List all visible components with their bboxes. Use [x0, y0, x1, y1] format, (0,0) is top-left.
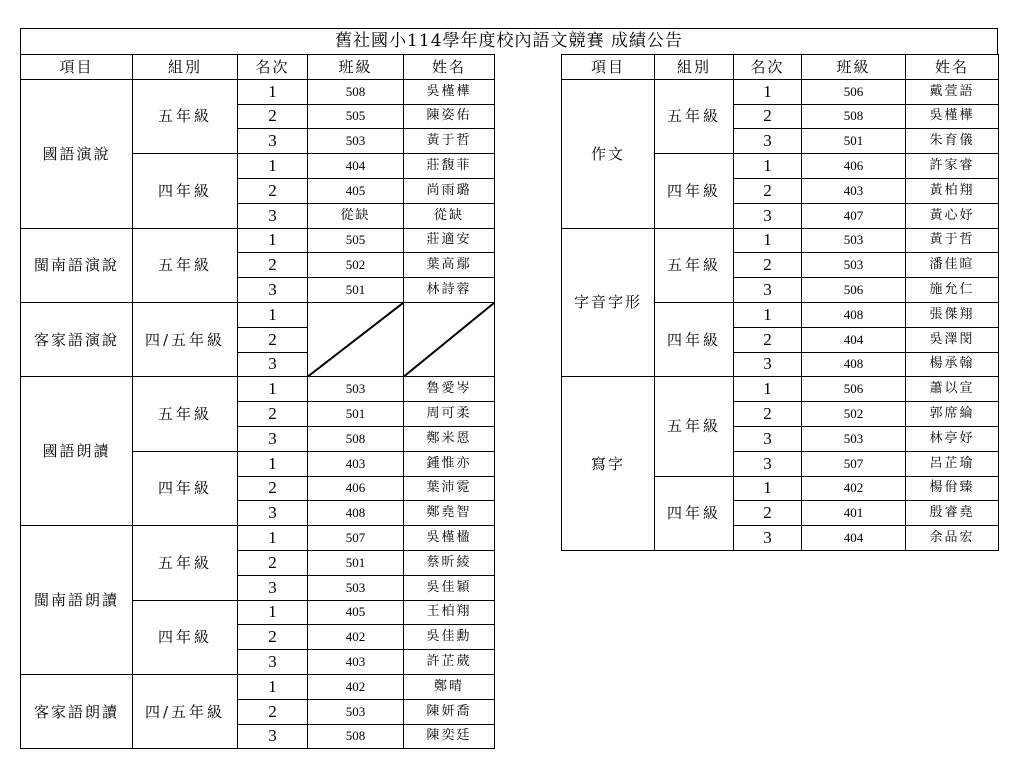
class-cell: 503 — [802, 253, 906, 278]
item-cell: 字音字形 — [562, 228, 655, 377]
class-cell: 503 — [802, 228, 906, 253]
rank-cell: 1 — [238, 451, 308, 476]
result-row — [21, 302, 495, 327]
class-cell: 502 — [802, 402, 906, 427]
rank-cell: 2 — [238, 178, 308, 203]
result-row — [21, 79, 495, 104]
results-table-left — [20, 54, 495, 749]
group-cell: 四/五年級 — [133, 302, 238, 376]
class-cell: 401 — [802, 501, 906, 526]
header-group: 組別 — [133, 55, 238, 80]
name-cell: 從缺 — [404, 203, 495, 228]
header-item: 項目 — [562, 55, 655, 80]
rank-cell: 3 — [238, 426, 308, 451]
name-cell: 吳澤閔 — [906, 327, 999, 352]
class-cell: 407 — [802, 203, 906, 228]
name-cell: 戴萱語 — [906, 79, 999, 104]
diagonal-slash-icon — [308, 303, 403, 376]
name-cell: 吳佳穎 — [404, 575, 495, 600]
rank-cell: 2 — [238, 104, 308, 129]
name-cell: 魯愛岑 — [404, 377, 495, 402]
result-row — [562, 377, 999, 402]
name-cell: 鍾惟亦 — [404, 451, 495, 476]
header-name: 姓名 — [906, 55, 999, 80]
header-rank: 名次 — [238, 55, 308, 80]
results-table-right — [561, 54, 999, 551]
rank-cell: 3 — [734, 426, 802, 451]
rank-cell: 1 — [734, 79, 802, 104]
header-class: 班級 — [802, 55, 906, 80]
rank-cell: 2 — [734, 178, 802, 203]
class-cell: 402 — [308, 674, 404, 699]
rank-cell: 1 — [238, 79, 308, 104]
name-cell: 張傑翔 — [906, 302, 999, 327]
name-cell: 王柏翔 — [404, 600, 495, 625]
class-cell: 406 — [308, 476, 404, 501]
class-cell: 503 — [308, 129, 404, 154]
header-row — [562, 55, 999, 80]
item-cell: 國語演說 — [21, 79, 133, 228]
group-cell: 四年級 — [655, 476, 734, 550]
class-cell: 501 — [308, 550, 404, 575]
group-cell: 四年級 — [133, 600, 238, 674]
result-row — [562, 228, 999, 253]
group-cell: 五年級 — [133, 79, 238, 153]
name-cell: 林詩蓉 — [404, 278, 495, 303]
name-cell: 楊佾臻 — [906, 476, 999, 501]
rank-cell: 1 — [238, 526, 308, 551]
group-cell: 五年級 — [133, 377, 238, 451]
class-cell: 508 — [802, 104, 906, 129]
header-item: 項目 — [21, 55, 133, 80]
result-row — [21, 377, 495, 402]
class-cell: 501 — [802, 129, 906, 154]
group-cell: 五年級 — [655, 377, 734, 476]
rank-cell: 3 — [734, 352, 802, 377]
rank-cell: 1 — [734, 302, 802, 327]
name-cell: 殷睿堯 — [906, 501, 999, 526]
class-cell: 404 — [802, 526, 906, 551]
class-cell: 505 — [308, 228, 404, 253]
group-cell: 五年級 — [133, 526, 238, 600]
name-cell: 林亭妤 — [906, 426, 999, 451]
result-row — [562, 79, 999, 104]
rank-cell: 2 — [734, 104, 802, 129]
rank-cell: 1 — [238, 154, 308, 179]
result-row — [21, 674, 495, 699]
name-cell: 楊承翰 — [906, 352, 999, 377]
class-cell: 507 — [802, 451, 906, 476]
rank-cell: 2 — [238, 476, 308, 501]
class-cell: 503 — [308, 699, 404, 724]
name-cell: 吳槿楹 — [404, 526, 495, 551]
item-cell: 閩南語演說 — [21, 228, 133, 302]
item-cell: 客家語演說 — [21, 302, 133, 376]
vacant-class-cell — [308, 302, 404, 376]
rank-cell: 3 — [238, 650, 308, 675]
item-cell: 閩南語朗讀 — [21, 526, 133, 675]
rank-cell: 3 — [734, 451, 802, 476]
header-rank: 名次 — [734, 55, 802, 80]
rank-cell: 3 — [734, 129, 802, 154]
item-cell: 客家語朗讀 — [21, 674, 133, 748]
rank-cell: 2 — [238, 699, 308, 724]
name-cell: 許芷葳 — [404, 650, 495, 675]
group-cell: 五年級 — [655, 228, 734, 302]
name-cell: 陳妍喬 — [404, 699, 495, 724]
name-cell: 鄭堯智 — [404, 501, 495, 526]
item-cell: 作文 — [562, 79, 655, 228]
class-cell: 408 — [802, 352, 906, 377]
name-cell: 吳槿樺 — [906, 104, 999, 129]
class-cell: 505 — [308, 104, 404, 129]
rank-cell: 2 — [734, 253, 802, 278]
header-name: 姓名 — [404, 55, 495, 80]
rank-cell: 2 — [238, 550, 308, 575]
name-cell: 鄭米恩 — [404, 426, 495, 451]
class-cell: 507 — [308, 526, 404, 551]
rank-cell: 3 — [734, 203, 802, 228]
class-cell: 503 — [308, 377, 404, 402]
rank-cell: 2 — [238, 253, 308, 278]
class-cell: 508 — [308, 79, 404, 104]
vacant-name-cell — [404, 302, 495, 376]
item-cell: 寫字 — [562, 377, 655, 551]
group-cell: 四年級 — [655, 154, 734, 228]
name-cell: 許家睿 — [906, 154, 999, 179]
rank-cell: 3 — [238, 352, 308, 377]
rank-cell: 2 — [238, 402, 308, 427]
name-cell: 陳奕廷 — [404, 724, 495, 749]
class-cell: 506 — [802, 278, 906, 303]
class-cell: 408 — [308, 501, 404, 526]
name-cell: 吳佳勳 — [404, 625, 495, 650]
class-cell: 403 — [802, 178, 906, 203]
name-cell: 施允仁 — [906, 278, 999, 303]
class-cell: 506 — [802, 377, 906, 402]
class-cell: 501 — [308, 402, 404, 427]
name-cell: 葉高鄢 — [404, 253, 495, 278]
rank-cell: 3 — [734, 526, 802, 551]
name-cell: 陳姿佑 — [404, 104, 495, 129]
group-cell: 四年級 — [133, 154, 238, 228]
name-cell: 吳槿樺 — [404, 79, 495, 104]
rank-cell: 3 — [238, 501, 308, 526]
name-cell: 朱育儀 — [906, 129, 999, 154]
name-cell: 黃于哲 — [906, 228, 999, 253]
name-cell: 潘佳暄 — [906, 253, 999, 278]
diagonal-slash-icon — [404, 303, 494, 376]
class-cell: 406 — [802, 154, 906, 179]
rank-cell: 1 — [238, 600, 308, 625]
name-cell: 黃柏翔 — [906, 178, 999, 203]
class-cell: 404 — [308, 154, 404, 179]
class-cell: 403 — [308, 451, 404, 476]
class-cell: 402 — [308, 625, 404, 650]
name-cell: 郭席綸 — [906, 402, 999, 427]
rank-cell: 1 — [734, 228, 802, 253]
name-cell: 黃心妤 — [906, 203, 999, 228]
rank-cell: 1 — [734, 154, 802, 179]
name-cell: 周可柔 — [404, 402, 495, 427]
result-row — [21, 228, 495, 253]
rank-cell: 2 — [238, 625, 308, 650]
class-cell: 503 — [802, 426, 906, 451]
rank-cell: 2 — [734, 402, 802, 427]
rank-cell: 2 — [734, 327, 802, 352]
name-cell: 余品宏 — [906, 526, 999, 551]
name-cell: 呂芷瑜 — [906, 451, 999, 476]
header-class: 班級 — [308, 55, 404, 80]
rank-cell: 2 — [734, 501, 802, 526]
class-cell: 508 — [308, 724, 404, 749]
rank-cell: 3 — [238, 724, 308, 749]
name-cell: 葉沛霓 — [404, 476, 495, 501]
class-cell: 405 — [308, 600, 404, 625]
rank-cell: 1 — [238, 228, 308, 253]
group-cell: 四/五年級 — [133, 674, 238, 748]
group-cell: 四年級 — [133, 451, 238, 525]
class-cell: 從缺 — [308, 203, 404, 228]
rank-cell: 1 — [238, 377, 308, 402]
class-cell: 405 — [308, 178, 404, 203]
group-cell: 四年級 — [655, 302, 734, 376]
class-cell: 501 — [308, 278, 404, 303]
name-cell: 黃于哲 — [404, 129, 495, 154]
rank-cell: 3 — [238, 203, 308, 228]
class-cell: 402 — [802, 476, 906, 501]
class-cell: 506 — [802, 79, 906, 104]
name-cell: 莊適安 — [404, 228, 495, 253]
rank-cell: 3 — [734, 278, 802, 303]
rank-cell: 1 — [734, 377, 802, 402]
rank-cell: 1 — [238, 674, 308, 699]
rank-cell: 3 — [238, 129, 308, 154]
rank-cell: 1 — [734, 476, 802, 501]
rank-cell: 1 — [238, 302, 308, 327]
class-cell: 408 — [802, 302, 906, 327]
class-cell: 508 — [308, 426, 404, 451]
rank-cell: 3 — [238, 278, 308, 303]
item-cell: 國語朗讀 — [21, 377, 133, 526]
name-cell: 蔡昕綾 — [404, 550, 495, 575]
group-cell: 五年級 — [655, 79, 734, 153]
name-cell: 尚雨璐 — [404, 178, 495, 203]
class-cell: 502 — [308, 253, 404, 278]
rank-cell: 3 — [238, 575, 308, 600]
class-cell: 403 — [308, 650, 404, 675]
name-cell: 鄭晴 — [404, 674, 495, 699]
class-cell: 404 — [802, 327, 906, 352]
group-cell: 五年級 — [133, 228, 238, 302]
header-row — [21, 55, 495, 80]
name-cell: 蕭以宣 — [906, 377, 999, 402]
header-group: 組別 — [655, 55, 734, 80]
class-cell: 503 — [308, 575, 404, 600]
rank-cell: 2 — [238, 327, 308, 352]
page-title: 舊社國小114學年度校內語文競賽 成績公告 — [335, 31, 683, 51]
name-cell: 莊馥菲 — [404, 154, 495, 179]
result-row — [21, 526, 495, 551]
